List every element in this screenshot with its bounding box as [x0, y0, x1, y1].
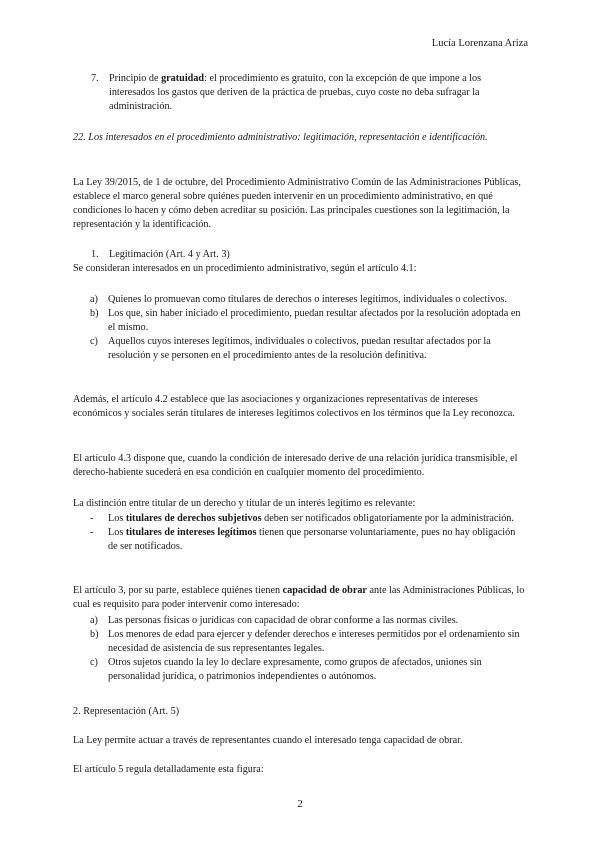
paragraph-representacion: La Ley permite actuar a través de representantes cuando el interesado tenga capacidad de obrar.	[73, 735, 463, 746]
page-number: 2	[297, 798, 303, 810]
list-item: c) Otros sujetos cuando la ley lo declare expresamente, como grupos de afectados, uniones sin personalidad jurídica, o patrimonios independientes o autónomos.	[90, 657, 482, 682]
paragraph-art-4-3: El artículo 4.3 dispone que, cuando la condición de interesado derive de una relación jurídica transmisible, el derecho-habiente sucederá en esa condición en cualquier momento del procedimiento.	[73, 453, 518, 478]
header-author: Lucía Lorenzana Ariza	[431, 38, 528, 49]
bold-term: titulares de derechos subjetivos	[125, 513, 262, 524]
bold-term: gratuidad	[161, 73, 205, 84]
paragraph-art-4-2: Además, el artículo 4.2 establece que las asociaciones y organizaciones representativas de intereses económicos y sociales serán titulares de intereses legítimos colectivos en los términos que la Ley reconozca.	[73, 394, 515, 419]
numbered-heading-legitimacion	[91, 248, 543, 262]
item-text: Principio de gratuidad: el procedimiento es gratuito, con la excepción de que impone a los interesados los gastos que deriven de la práctica de pruebas, cuyo coste no deba sufragar la administración.	[109, 73, 482, 112]
interesados-list	[73, 293, 525, 363]
section-title: 22. Los interesados en el procedimiento administrativo: legitimación, representación e identificación.	[73, 132, 488, 143]
list-item: c) Aquellos cuyos intereses legítimos, individuales o colectivos, puedan resultar afectados por la resolución y se personen en el procedimiento antes de la resolución definitiva.	[90, 336, 491, 361]
intro-paragraph: La Ley 39/2015, de 1 de octubre, del Procedimiento Administrativo Común de las Administraciones Públicas, establece el marco general sobre quiénes pueden intervenir en un procedimiento administrativo, en qué condiciones lo hacen y cómo deben acreditar su posición. Las principales cuestiones son la legitimación, la representación y la identificación.	[73, 177, 521, 230]
heading-text: Legitimación (Art. 4 y Art. 3)	[109, 249, 230, 260]
list-item: a) Las personas físicas o jurídicas con capacidad de obrar conforme a las normas civiles.	[90, 615, 459, 626]
list-item: - Los titulares de intereses legítimos tienen que personarse voluntariamente, pues no hay obligación de ser notificados.	[90, 527, 516, 552]
list-item: a) Quienes lo promuevan como titulares de derechos o intereses legítimos, individuales o colectivos.	[90, 294, 507, 305]
paragraph-art-5: El artículo 5 regula detalladamente esta figura:	[73, 764, 264, 775]
list-item: - Los titulares de derechos subjetivos deben ser notificados obligatoriamente por la administración.	[90, 513, 514, 524]
item-marker: 7.	[91, 73, 99, 84]
legitimacion-intro: Se consideran interesados en un procedimiento administrativo, según el artículo 4.1:	[73, 263, 417, 274]
bold-term: titulares de intereses legítimos	[125, 527, 257, 538]
list-item: b) Los que, sin haber iniciado el procedimiento, puedan resultar afectados por la resolución adoptada en el mismo.	[90, 308, 521, 333]
representacion-heading: 2. Representación (Art. 5)	[73, 706, 180, 717]
bold-term: capacidad de obrar	[282, 585, 367, 596]
capacidad-list	[73, 614, 525, 684]
titulares-list	[73, 512, 525, 554]
numbered-item-7	[91, 72, 523, 114]
paragraph-art-3: El artículo 3, por su parte, establece quiénes tienen capacidad de obrar ante las Administraciones Públicas, lo cual es requisito para poder intervenir como interesado:	[73, 585, 525, 610]
list-item: b) Los menores de edad para ejercer y defender derechos e intereses permitidos por el ordenamiento sin necesidad de asistencia de sus representantes legales.	[90, 629, 520, 654]
paragraph-distincion: La distinción entre titular de un derecho y titular de un interés legítimo es relevante:	[73, 498, 416, 509]
heading-marker: 1.	[91, 249, 99, 260]
